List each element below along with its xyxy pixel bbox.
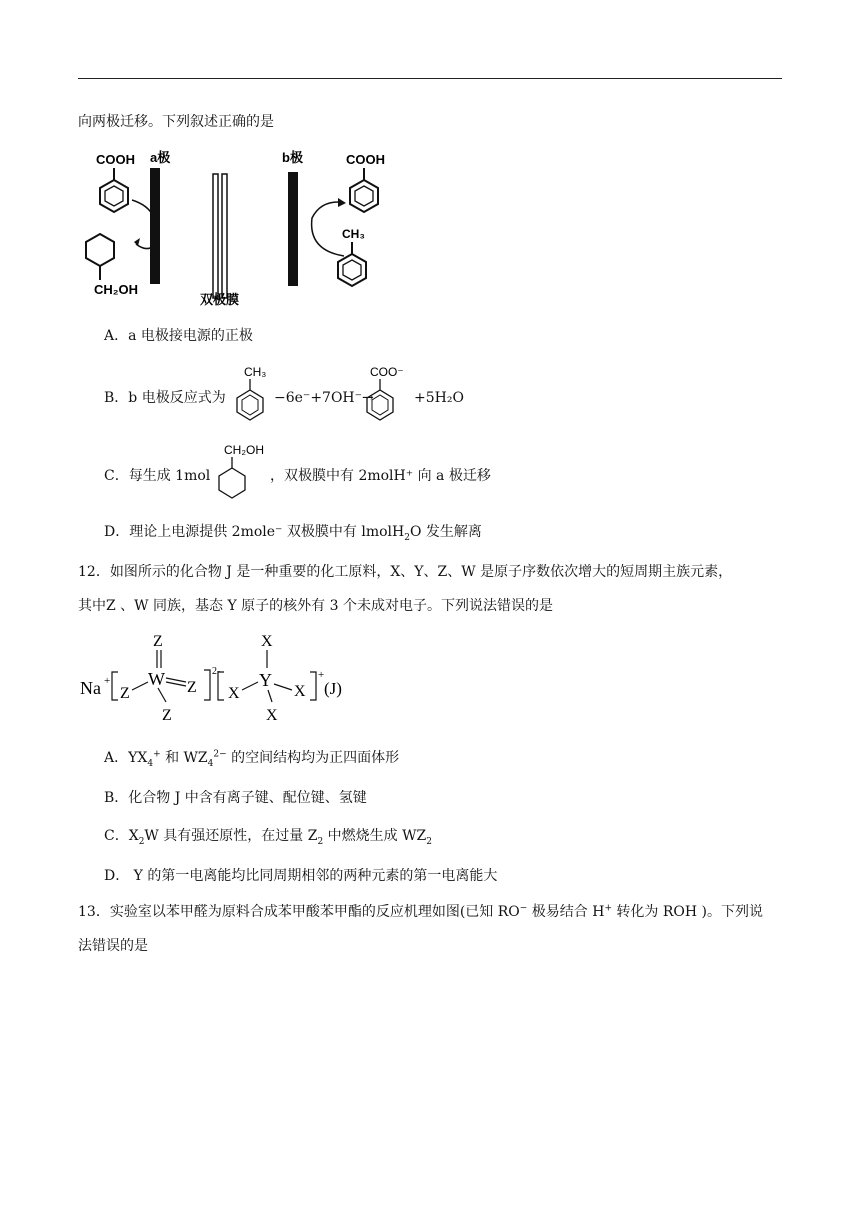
q12-stem-line2: 其中Z 、W 同族，基态 Y 原子的核外有 3 个未成对电子。下列说法错误的是 <box>78 598 553 614</box>
q12-stem-line1: 12．如图所示的化合物 J 是一种重要的化工原料，X、Y、Z、W 是原子序数依次增大的短周期主族元素， <box>78 564 733 580</box>
ch3-label: CH₃ <box>342 227 365 241</box>
benzene-ring-left-top <box>100 180 128 212</box>
z-right: Z <box>187 679 197 696</box>
q11-option-c <box>104 440 524 504</box>
a-electrode <box>150 168 160 284</box>
q11-option-b-suffix: +5H₂O <box>414 390 464 406</box>
cation-charge: + <box>318 669 325 681</box>
na-charge: + <box>104 675 111 687</box>
q12-option-d: D． Y 的第一电离能均比同周期相邻的两种元素的第一电离能大 <box>104 868 498 884</box>
q11-option-c-prefix: C．每生成 1mol <box>104 468 211 484</box>
x-right: X <box>294 683 306 700</box>
q11-option-b <box>104 362 524 426</box>
z-top: Z <box>153 633 163 650</box>
benzene-ring-right-top <box>350 180 378 212</box>
b-electrode-label: b极 <box>282 150 303 165</box>
q11-option-b-prefix: B．b 电极反应式为 <box>104 390 226 406</box>
q11-option-b-mid: −6e⁻+7OH⁻→ <box>274 390 374 406</box>
b-electrode <box>288 172 298 286</box>
benzene-ring-right-bottom <box>338 254 366 286</box>
anion-charge: 2- <box>212 666 221 677</box>
q11-electrolysis-figure <box>76 146 396 314</box>
x-left: X <box>228 685 240 702</box>
membrane-label: 双极膜 <box>200 292 240 307</box>
curved-arrow-right <box>312 202 344 256</box>
q11-option-d: D．理论上电源提供 2mole⁻ 双极膜中有 lmolH$_2$O 发生解离 <box>104 524 482 543</box>
q13-stem-line1: 13．实验室以苯甲醛为原料合成苯甲酸苯甲酯的反应机理如图(已知 RO− 极易结合 H+ 转化为 ROH )。下列说 <box>78 903 764 920</box>
cooh-left-label: COOH <box>96 152 135 167</box>
cyclohexylmethanol-structure <box>208 440 274 504</box>
q12-option-c: C．$X_2W$ 具有强还原性，在过量 $Z_2$ 中燃烧生成 $WZ_2$ <box>104 828 432 847</box>
q12-option-b: B．化合物 J 中含有离子键、配位键、氢键 <box>104 790 367 806</box>
compound-label: (J) <box>324 679 342 698</box>
header-rule <box>78 78 782 79</box>
b-coo-label: COO⁻ <box>370 365 404 379</box>
x-top: X <box>261 633 273 650</box>
q13-stem-line2: 法错误的是 <box>78 938 148 954</box>
q11-stem-tail: 向两极迁移。下列叙述正确的是 <box>78 114 274 130</box>
na-label: Na <box>80 678 101 698</box>
ch2oh-label: CH₂OH <box>94 282 139 297</box>
bipolar-membrane-right <box>222 174 227 298</box>
cyclohexane-ring-left <box>86 234 114 266</box>
q11-option-c-suffix: ，双极膜中有 2molH⁺ 向 a 极迁移 <box>270 468 491 484</box>
c-ch2oh-label: CH₂OH <box>224 443 264 457</box>
cooh-right-label: COOH <box>346 152 385 167</box>
compound-j-structure <box>76 628 366 728</box>
y-center: Y <box>259 670 272 690</box>
toluene-structure <box>232 362 272 426</box>
bipolar-membrane-left <box>213 174 218 298</box>
z-bottom: Z <box>162 707 172 724</box>
w-center: W <box>148 669 165 689</box>
x-bottom: X <box>266 707 278 724</box>
a-electrode-label: a极 <box>150 150 171 165</box>
q12-option-a: A．$YX_4^+$ 和 $WZ_4^{2-}$ 的空间结构均为正四面体形 <box>104 749 400 769</box>
q11-option-a: A．a 电极接电源的正极 <box>104 328 253 344</box>
benzoate-structure <box>360 362 416 426</box>
z-left: Z <box>120 685 130 702</box>
b-ch3-label: CH₃ <box>244 365 267 379</box>
